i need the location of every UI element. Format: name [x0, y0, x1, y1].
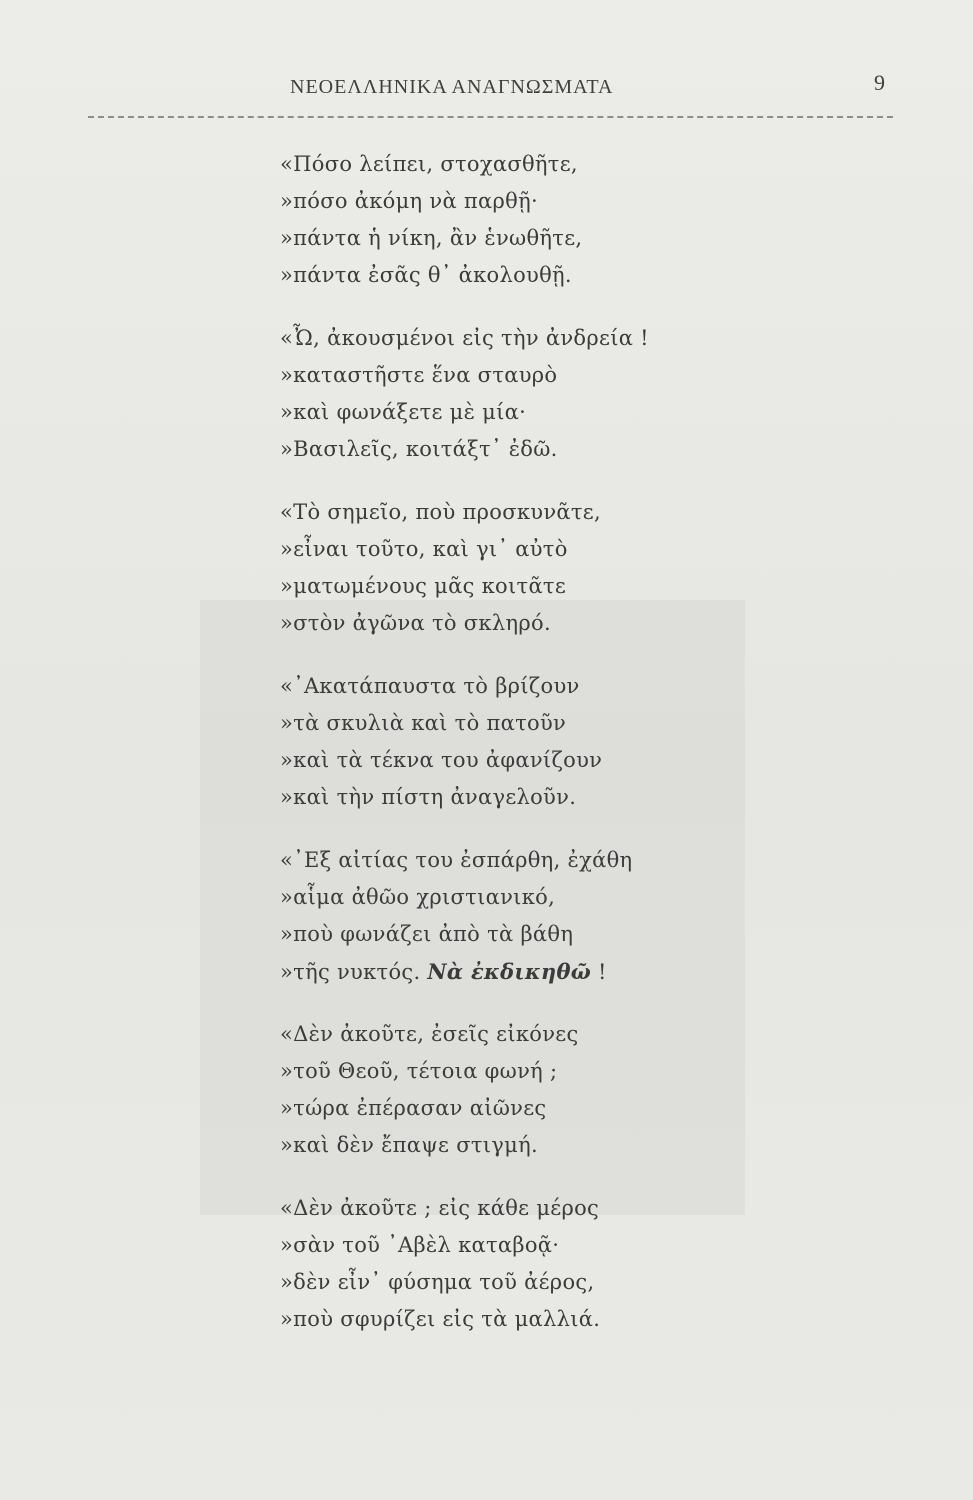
poem-line: »τοῦ Θεοῦ, τέτοια φωνή ; [280, 1059, 558, 1083]
poem-line: »τὰ σκυλιὰ καὶ τὸ πατοῦν [280, 711, 567, 735]
poem-line: »αἷμα ἀθῶο χριστιανικό, [280, 885, 556, 909]
poem-line: »Βασιλεῖς, κοιτάξτ᾿ ἐδῶ. [280, 437, 558, 461]
poem-line: «Δὲν ἀκοῦτε ; εἰς κάθε μέρος [280, 1196, 600, 1220]
poem-line: «᾿Εξ αἰτίας του ἐσπάρθη, ἐχάθη [280, 848, 633, 872]
stanza-1 [280, 146, 750, 294]
poem-line: »καὶ τὰ τέκνα του ἀφανίζουν [280, 748, 603, 772]
poem-line: «Δὲν ἀκοῦτε, ἐσεῖς εἰκόνες [280, 1022, 579, 1046]
poem-line: »πόσο ἀκόμη νὰ παρθῇ· [280, 189, 538, 213]
header-rule [88, 116, 893, 118]
poem-line: »ποὺ φωνάζει ἀπὸ τὰ βάθη [280, 922, 574, 946]
line-suffix: ! [591, 960, 607, 984]
stanza-5 [280, 842, 750, 990]
poem-line: »πάντα ἐσᾶς θ᾿ ἀκολουθῇ. [280, 263, 572, 287]
stanza-7 [280, 1190, 750, 1338]
poem-line: «Τὸ σημεῖο, ποὺ προσκυνᾶτε, [280, 500, 601, 524]
poem-line: »εἶναι τοῦτο, καὶ γι᾿ αὐτὸ [280, 537, 568, 561]
poem-line: «Ὦ, ἀκουσμένοι εἰς τὴν ἀνδρεία ! [280, 326, 649, 350]
running-head: ΝΕΟΕΛΛΗΝΙΚΑ ΑΝΑΓΝΩΣΜΑΤΑ [290, 76, 614, 98]
poem-line: «᾿Ακατάπαυστα τὸ βρίζουν [280, 674, 580, 698]
poem-line: »σὰν τοῦ ᾿Αβὲλ καταβοᾷ· [280, 1233, 560, 1257]
poem-line: »ματωμένους μᾶς κοιτᾶτε [280, 574, 567, 598]
poem-line: »τώρα ἐπέρασαν αἰῶνες [280, 1096, 547, 1120]
poem-line-with-emphasis [280, 953, 750, 990]
poem-line: »δὲν εἶν᾿ φύσημα τοῦ ἀέρος, [280, 1270, 595, 1294]
stanza-2 [280, 320, 750, 468]
emphasized-phrase: Νὰ ἐκδικηθῶ [427, 959, 592, 984]
poem-line: »καταστῆστε ἕνα σταυρὸ [280, 363, 558, 387]
stanza-6 [280, 1016, 750, 1164]
poem-line: »καὶ φωνάξετε μὲ μία· [280, 400, 527, 424]
stanza-3 [280, 494, 750, 642]
poem-line: »πάντα ἡ νίκη, ἂν ἑνωθῆτε, [280, 226, 583, 250]
line-prefix: »τῆς νυκτός. [280, 960, 428, 984]
poem-line: «Πόσο λείπει, στοχασθῆτε, [280, 152, 578, 176]
page-header [0, 68, 973, 108]
poem-line: »καὶ τὴν πίστη ἀναγελοῦν. [280, 785, 577, 809]
poem-line: »καὶ δὲν ἔπαψε στιγμή. [280, 1133, 538, 1157]
page-number: 9 [874, 70, 885, 95]
stanza-4 [280, 668, 750, 816]
poem [280, 146, 750, 1364]
poem-line: »ποὺ σφυρίζει εἰς τὰ μαλλιά. [280, 1307, 601, 1331]
poem-line: »στὸν ἀγῶνα τὸ σκληρό. [280, 611, 551, 635]
